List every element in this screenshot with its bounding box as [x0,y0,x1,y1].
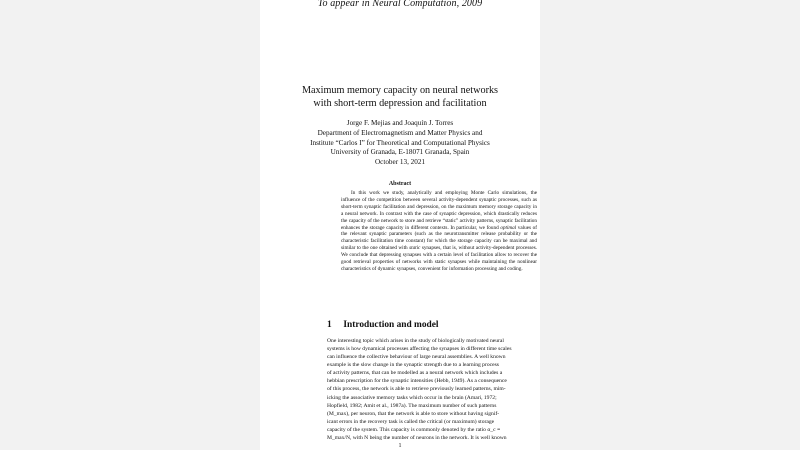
title-line-2: with short-term depression and facilitation [313,98,487,110]
affiliation-line-3: University of Granada, E-18071 Granada, Spain [330,148,470,157]
section-heading [327,320,439,330]
intro-line: icking the associative memory tasks which occur in the brain (Amari, 1972; [327,394,497,401]
introduction-text [327,337,540,442]
section-title: Introduction and model [343,320,439,330]
intro-line: of this process, the network is able to retrieve previously learned patterns, mim- [327,386,506,393]
document-page [260,0,540,450]
publication-note: To appear in Neural Computation, 2009 [317,0,483,9]
paper-title [260,84,540,111]
paper-date: October 13, 2021 [374,158,426,166]
affiliation-line-2: Institute “Carlos I” for Theoretical and Computational Physics [310,138,490,147]
abstract-part-3: synapses, that is, without activity-dependent processes. We conclude that depressing synapses with a certain level of facilitation allow to recover the good retrieval properties of networks with static synapses while maintaining the nonlinear characteristics of dynamic synapses, convenient for information processing and coding. [341,245,538,272]
section-number: 1 [327,320,332,330]
intro-line: can influence the collective behaviour of large neural assemblies. A well known [327,354,506,361]
intro-line: hebbian prescription for the synaptic intensities (Hebb, 1949). As a consequence [327,378,507,385]
author-block [260,119,540,158]
abstract-emphasis-optimal: optimal [500,224,517,231]
intro-line: of activity patterns, that can be modelled as a neural network which includes a [327,370,503,377]
intro-line: icant errors in the recovery task is called the critical (or maximum) storage [327,418,495,425]
author-names: Jorge F. Mejias and Joaquín J. Torres [346,119,454,127]
affiliation-line-1: Department of Electromagnetism and Matter Physics and [317,128,483,137]
abstract-emphasis-static: static [409,245,421,252]
abstract-text [341,190,537,273]
page-number: 1 [398,443,402,449]
intro-line: systems is how dynamical processes affecting the synapses in different time scales [327,346,512,353]
title-line-1: Maximum memory capacity on neural networks [301,85,499,96]
intro-line: (M_max), per neuron, that the network is able to store without having signif- [327,410,500,417]
abstract-part-2: values of the relevant synaptic parameters (such as the neurotransmitter release probability or the characteristic facilitation time constant) for which the storage capacity can be maximal and similar to the one obtained with [341,224,537,252]
intro-line: One interesting topic which arises in the study of biologically motivated neural [327,338,504,344]
intro-line: M_max/N, with N being the number of neurons in the network. It is well known [327,434,507,441]
abstract-part-1: In this work we study, analytically and employing Monte Carlo simulations, the influence of the competition between several activity-dependent synaptic processes, such as short-term synaptic facilitation and depression, on the maximum memory storage capacity in a neural network. In contrast with the case of synaptic depression, which drastically reduces the capacity of the network to store and retrieve “static” activity patterns, synaptic facilitation enhances the storage capacity in different contexts. In particular, we found [341,190,537,231]
abstract-heading: Abstract [388,181,412,187]
intro-line: example is the slow change in the synaptic strength due to a learning process [327,362,499,369]
intro-line: capacity of the system. This capacity is commonly denoted by the ratio α_c ≡ [327,426,501,433]
intro-line: Hopfield, 1982; Amit et al., 1987a). The maximum number of such patterns [327,402,497,409]
